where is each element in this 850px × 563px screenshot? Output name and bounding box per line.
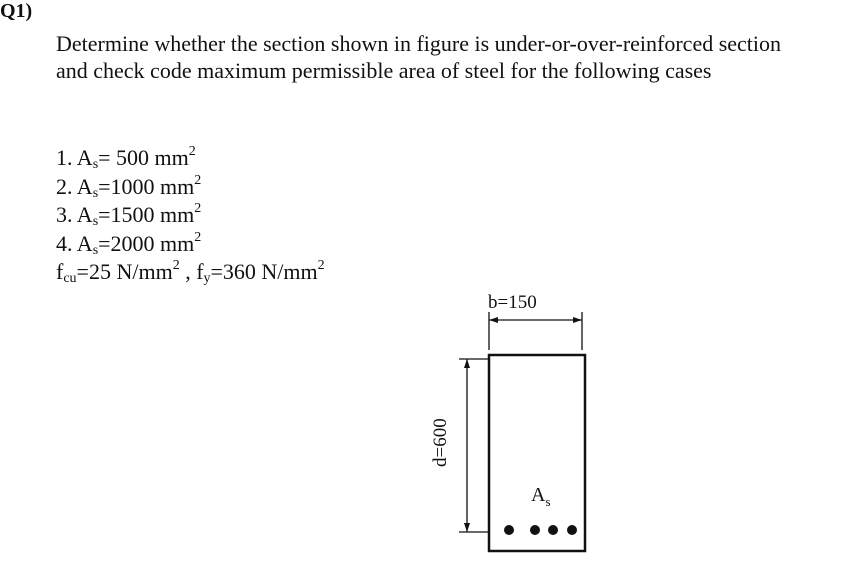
case-index: 4. xyxy=(56,230,73,256)
fcu-symbol: f xyxy=(56,259,64,284)
arrow-down-icon xyxy=(464,523,470,532)
case-subscript: s xyxy=(92,214,99,229)
fy-value: =360 N/mm xyxy=(210,259,318,284)
question-text: Determine whether the section shown in figure is under-or-over-reinforced section and check code maximum permissible area of steel for the following cases xyxy=(56,31,782,83)
case-value: =2000 mm xyxy=(98,230,195,256)
fy-exponent: 2 xyxy=(317,258,325,273)
case-symbol: A xyxy=(76,202,93,227)
fcu-value: =25 N/mm xyxy=(76,259,173,284)
fy-subscript: y xyxy=(203,271,211,286)
arrow-up-icon xyxy=(464,359,470,368)
case-exponent: 2 xyxy=(194,229,202,245)
case-index: 1. xyxy=(56,145,73,170)
fy-symbol: f xyxy=(196,259,204,284)
case-index: 3. xyxy=(56,202,73,227)
arrow-left-icon xyxy=(489,317,498,323)
case-symbol: A xyxy=(76,145,93,170)
steel-bar xyxy=(567,525,577,535)
question-number: Q1) xyxy=(0,0,33,22)
separator: , xyxy=(179,259,197,284)
depth-label: d=600 xyxy=(430,418,451,467)
beam-section xyxy=(489,355,585,551)
case-exponent: 2 xyxy=(194,201,202,216)
case-exponent: 2 xyxy=(194,172,202,188)
steel-bar xyxy=(530,525,540,535)
steel-bar xyxy=(548,525,558,535)
steel-label: $A_s$ xyxy=(531,484,551,509)
fcu-subscript: cu xyxy=(63,271,77,286)
width-label: b=150 xyxy=(488,292,537,313)
steel-bar xyxy=(504,525,514,535)
case-value: =1500 mm xyxy=(98,202,195,227)
case-value: =1000 mm xyxy=(98,173,195,199)
arrow-right-icon xyxy=(573,317,582,323)
case-subscript: s xyxy=(92,242,99,258)
case-symbol: A xyxy=(76,173,93,199)
case-subscript: s xyxy=(92,157,99,172)
fcu-exponent: 2 xyxy=(172,258,180,273)
case-value: = 500 mm xyxy=(98,145,189,170)
case-symbol: A xyxy=(76,230,93,256)
case-index: 2. xyxy=(56,173,73,199)
case-exponent: 2 xyxy=(188,144,196,159)
case-subscript: s xyxy=(92,185,99,201)
